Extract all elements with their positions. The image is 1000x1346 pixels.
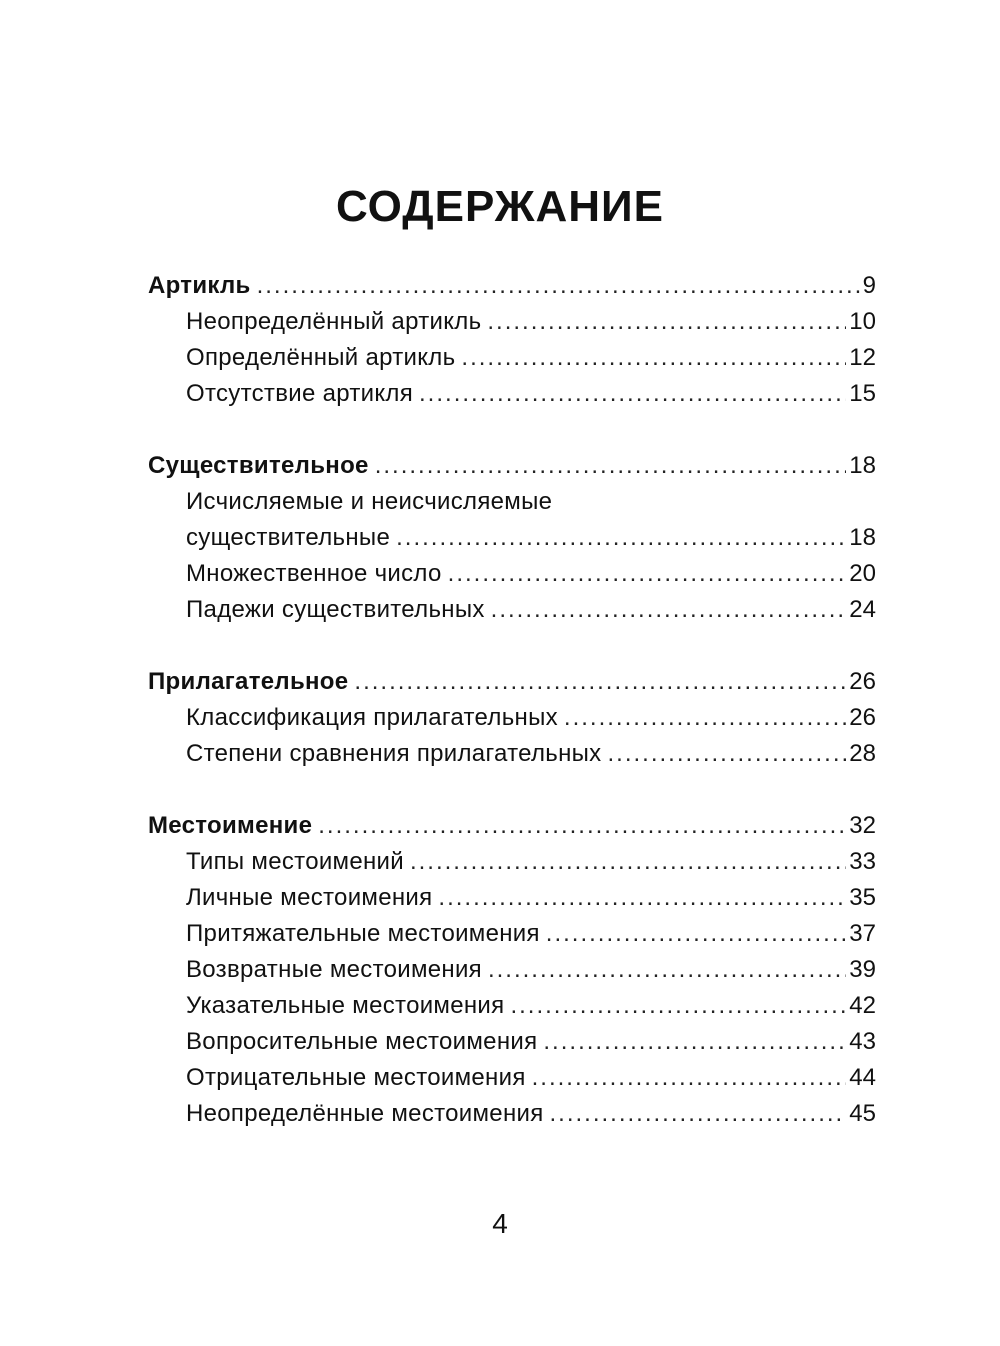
- dot-leader: [510, 988, 846, 1024]
- toc-item[interactable]: [148, 1096, 876, 1132]
- toc-item[interactable]: [148, 592, 876, 628]
- toc-page-number: 44: [849, 1064, 876, 1091]
- toc-section-label: Артикль: [148, 272, 251, 299]
- toc-section-pronoun[interactable]: [148, 808, 876, 844]
- toc-item-label: Вопросительные местоимения: [186, 1028, 538, 1055]
- toc-page-number: 43: [849, 1028, 876, 1055]
- toc-item-label: Множественное число: [186, 560, 442, 587]
- dot-leader: [375, 448, 847, 484]
- dot-leader: [438, 880, 846, 916]
- dot-leader: [543, 1024, 846, 1060]
- toc-item[interactable]: [148, 376, 876, 412]
- section-spacer: [148, 412, 876, 448]
- toc-page-number: 20: [849, 560, 876, 587]
- toc-page-number: 42: [849, 992, 876, 1019]
- toc-item-label: Падежи существительных: [186, 596, 485, 623]
- toc-item[interactable]: [148, 952, 876, 988]
- toc-page-number: 15: [849, 380, 876, 407]
- dot-leader: [532, 1060, 847, 1096]
- page-number: 4: [492, 1208, 508, 1239]
- toc-item[interactable]: [148, 700, 876, 736]
- toc-item[interactable]: [148, 880, 876, 916]
- toc-item[interactable]: [148, 340, 876, 376]
- dot-leader: [396, 520, 846, 556]
- toc-section-article[interactable]: [148, 268, 876, 304]
- toc-page-number: 37: [849, 920, 876, 947]
- toc-item[interactable]: [148, 988, 876, 1024]
- dot-leader: [564, 700, 846, 736]
- toc-item-label: Исчисляемые и неисчисляемые: [186, 488, 553, 515]
- dot-leader: [461, 340, 846, 376]
- toc-section-label: Прилагательное: [148, 668, 349, 695]
- toc-section-noun[interactable]: [148, 448, 876, 484]
- toc-item[interactable]: [148, 1060, 876, 1096]
- dot-leader: [546, 916, 847, 952]
- dot-leader: [257, 268, 860, 304]
- dot-leader: [607, 736, 846, 772]
- toc-item[interactable]: [148, 556, 876, 592]
- section-spacer: [148, 628, 876, 664]
- toc-item-first-line[interactable]: [148, 484, 876, 520]
- toc-item-label: Притяжательные местоимения: [186, 920, 540, 947]
- dot-leader: [550, 1096, 847, 1132]
- toc-section-label: Существительное: [148, 452, 369, 479]
- toc-item[interactable]: [148, 520, 876, 556]
- dot-leader: [448, 556, 847, 592]
- toc-page-number: 18: [849, 524, 876, 551]
- toc-item-label: Степени сравнения прилагательных: [186, 740, 602, 767]
- toc-page-number: 33: [849, 848, 876, 875]
- toc-item-label: Отрицательные местоимения: [186, 1064, 526, 1091]
- dot-leader: [410, 844, 846, 880]
- toc-item-label: Возвратные местоимения: [186, 956, 482, 983]
- dot-leader: [419, 376, 846, 412]
- toc-page-number: 18: [849, 452, 876, 479]
- toc-item-label: Указательные местоимения: [186, 992, 505, 1019]
- toc-item-label: существительные: [186, 524, 391, 551]
- page-title: СОДЕРЖАНИЕ: [335, 182, 665, 231]
- toc-section-adjective[interactable]: [148, 664, 876, 700]
- toc-page-number: 10: [849, 308, 876, 335]
- toc-item-label: Типы местоимений: [186, 848, 404, 875]
- toc-item[interactable]: [148, 844, 876, 880]
- toc-page-number: 28: [849, 740, 876, 767]
- toc-page-number: 24: [849, 596, 876, 623]
- toc-item[interactable]: [148, 736, 876, 772]
- toc-page-number: 45: [849, 1100, 876, 1127]
- dot-leader: [318, 808, 846, 844]
- toc-item[interactable]: [148, 1024, 876, 1060]
- section-spacer: [148, 772, 876, 808]
- toc-page-number: 39: [849, 956, 876, 983]
- toc-section-label: Местоимение: [148, 812, 313, 839]
- toc-item-label: Отсутствие артикля: [186, 380, 414, 407]
- dot-leader: [487, 304, 846, 340]
- toc-page-number: 32: [849, 812, 876, 839]
- toc-page-number: 35: [849, 884, 876, 911]
- toc-item[interactable]: [148, 304, 876, 340]
- toc-page-number: 26: [849, 704, 876, 731]
- toc-item-label: Классификация прилагательных: [186, 704, 558, 731]
- toc-page-number: 12: [849, 344, 876, 371]
- toc-item-label: Определённый артикль: [186, 344, 456, 371]
- toc-item-label: Неопределённые местоимения: [186, 1100, 544, 1127]
- dot-leader: [354, 664, 846, 700]
- table-of-contents: [148, 268, 876, 1132]
- toc-item[interactable]: [148, 916, 876, 952]
- toc-page-number: 9: [862, 272, 876, 299]
- toc-page-number: 26: [849, 668, 876, 695]
- dot-leader: [488, 952, 846, 988]
- toc-item-label: Неопределённый артикль: [186, 308, 482, 335]
- dot-leader: [491, 592, 847, 628]
- toc-item-label: Личные местоимения: [186, 884, 433, 911]
